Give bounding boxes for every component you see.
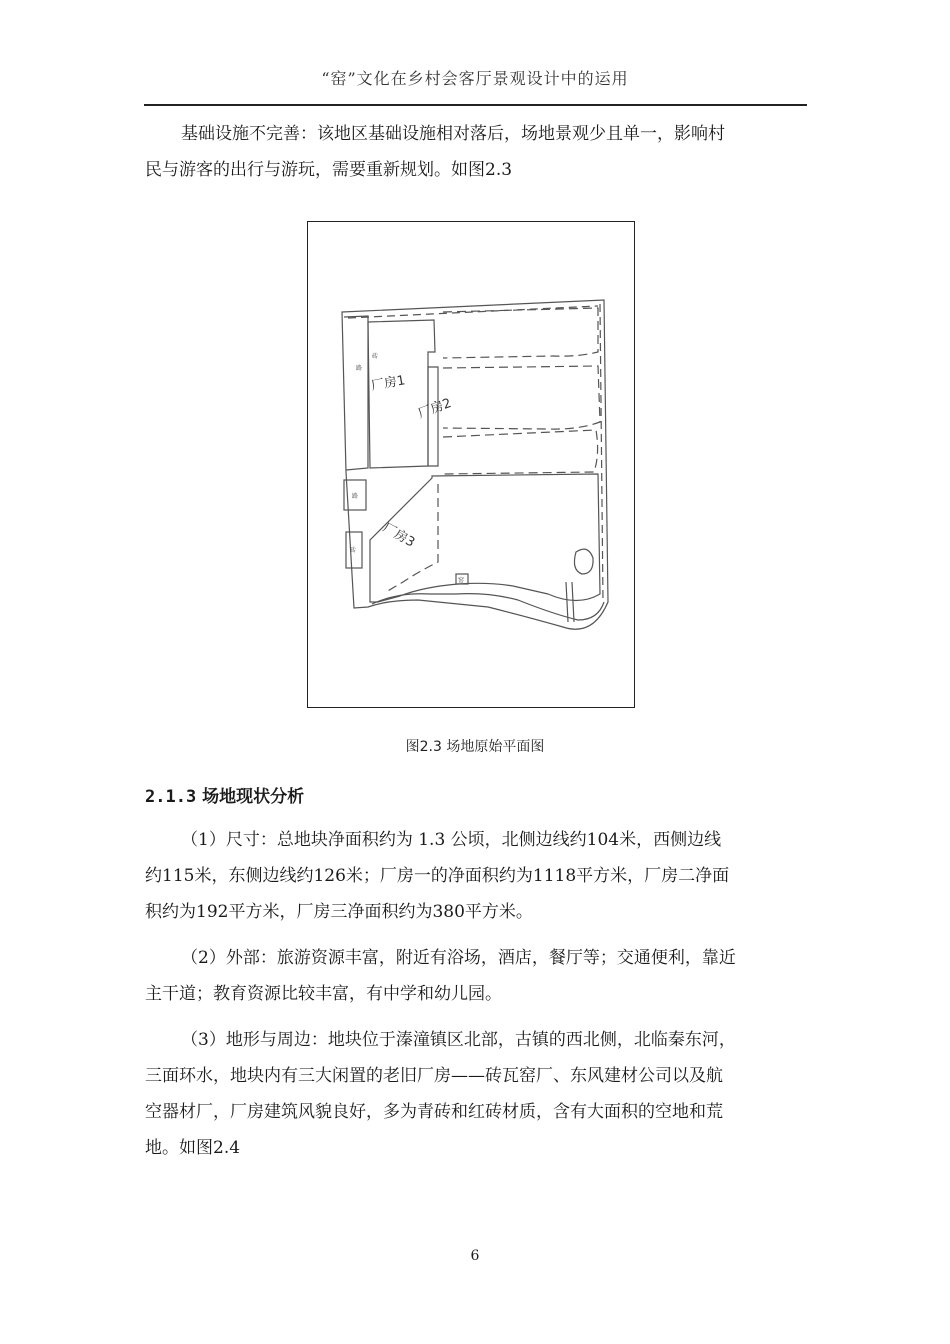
p2-line-1: （2）外部：旅游资源丰富，附近有浴场，酒店，餐厅等；交通便利，靠近: [181, 948, 736, 968]
section-title: 场地现状分析: [202, 787, 305, 807]
figure-caption: 图2.3 场地原始平面图: [405, 739, 545, 755]
brick-label-1: 砖: [372, 353, 379, 360]
site-boundary: [342, 300, 608, 629]
section-heading: [145, 782, 304, 807]
road-label-1: 路: [356, 365, 363, 372]
intro-paragraph: [145, 116, 807, 188]
kiln-label: 窑: [458, 577, 465, 584]
pond: [574, 549, 593, 574]
site-plan-drawing: [308, 222, 633, 706]
intro-line-1: 基础设施不完善：该地区基础设施相对落后，场地景观少且单一，影响村: [181, 124, 725, 144]
running-header: “窑”文化在乡村会客厅景观设计中的运用: [321, 69, 629, 88]
intro-line-2: 民与游客的出行与游玩，需要重新规划。如图2.3: [145, 160, 513, 180]
p3-line-3: 空器材厂，厂房建筑风貌良好，多为青砖和红砖材质，含有大面积的空地和荒: [145, 1102, 723, 1122]
p3-line-1: （3）地形与周边：地块位于溱潼镇区北部，古镇的西北侧，北临秦东河，: [181, 1030, 736, 1050]
factory-1-label: 厂房1: [370, 373, 407, 394]
header-divider: [144, 104, 807, 106]
inner-road-east: [600, 304, 603, 602]
inner-road-north: [348, 306, 598, 318]
factory-3-label: 厂房3: [380, 520, 418, 551]
block-b: [443, 366, 600, 429]
paragraph-2: [145, 940, 807, 1012]
p3-line-2: 三面环水，地块内有三大闲置的老旧厂房——砖瓦窑厂、东风建材公司以及航: [145, 1066, 723, 1086]
factory-1-outline: [368, 320, 435, 468]
p3-line-4: 地。如图2.4: [145, 1138, 241, 1158]
factory-1-wing: [344, 316, 368, 470]
p1-line-2: 约115米，东侧边线约126米；厂房一的净面积约为1118平方米，厂房二净面: [145, 866, 730, 886]
p2-line-2: 主干道；教育资源比较丰富，有中学和幼儿园。: [145, 984, 502, 1004]
brick-label-2: 砖: [350, 547, 357, 554]
block-a: [443, 308, 598, 358]
paragraph-3: [145, 1022, 807, 1166]
p1-line-3: 积约为192平方米，厂房三净面积约为380平方米。: [145, 902, 533, 922]
paragraph-1: [145, 822, 807, 930]
block-c: [443, 430, 598, 474]
site-plan-figure: [307, 221, 635, 708]
road-label-2: 路: [352, 493, 359, 500]
bridge-marker: [566, 582, 574, 622]
section-number: 2.1.3: [145, 787, 197, 807]
factory-2-label: 厂房2: [416, 395, 454, 422]
page-number: 6: [470, 1248, 480, 1264]
p1-line-1: （1）尺寸：总地块净面积约为 1.3 公顷，北侧边线约104米，西侧边线: [181, 830, 722, 850]
